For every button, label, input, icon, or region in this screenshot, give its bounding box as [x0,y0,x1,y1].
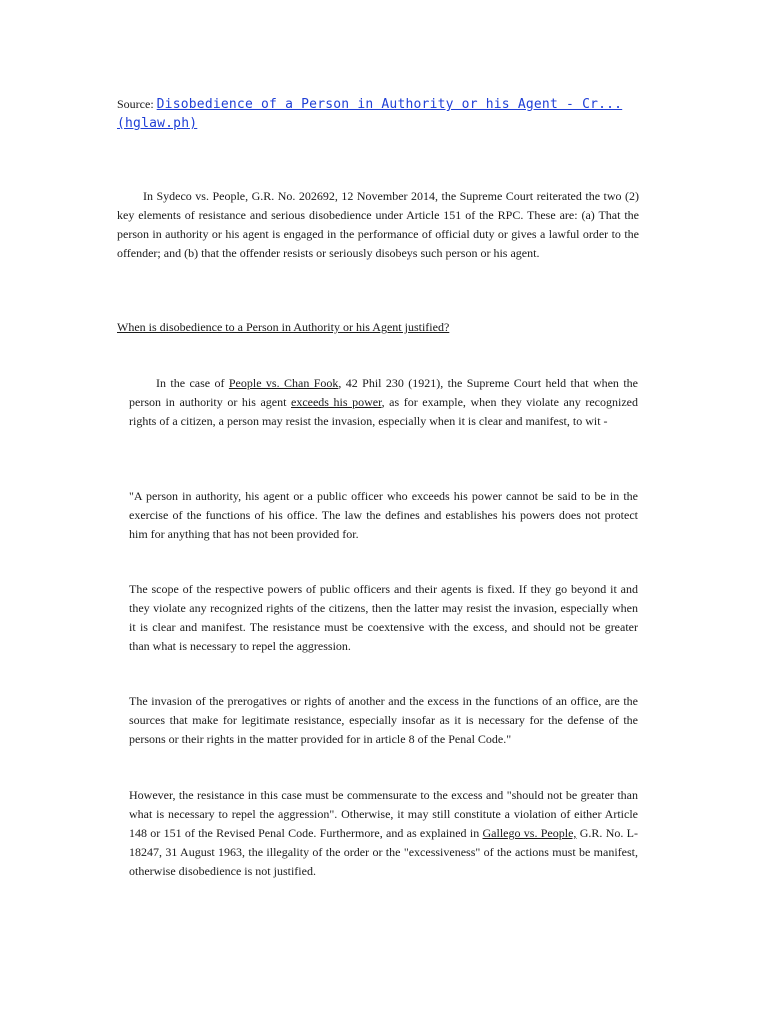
p2-text-1: In the case of [156,376,229,390]
intro-paragraph: In Sydeco vs. People, G.R. No. 202692, 12 November 2014, the Supreme Court reiterated the two (2) key elements of resistance and serious disobedience under Article 151 of the RPC. These are: (a) That the person in authority or his agent is engaged in the performance of official duty or gives a lawful order to the offender; and (b) that the offender resists or seriously disobeys such person or his agent. [117,189,639,260]
p2-text-3: , as for example, when they violate any recognized rights of a citizen, a person may resist the invasion, especially when it is clear and manifest, to wit - [129,395,638,428]
final-text-2: G.R. No. L-18247, 31 August 1963, the illegality of the order or the "excessiveness" of the actions must be manifest, otherwise disobedience is not justified. [129,826,638,878]
case-reference-chan-fook: People vs. Chan Fook [228,376,339,390]
case-reference-gallego: Gallego vs. People, [482,826,577,840]
quote-paragraph-1: "A person in authority, his agent or a public officer who exceeds his power cannot be said to be in the exercise of the functions of his office. The law the defines and establishes his powers does not protect him for anything that has not been provided for. [129,489,638,541]
source-link[interactable] [117,97,622,131]
source-label: Source: [117,97,157,111]
source-line [117,95,637,133]
source-link-line1: Disobedience of a Person in Authority or his Agent - Cr... [156,97,623,112]
source-link-line2: (hglaw.ph) [117,116,198,131]
final-text-1: However, the resistance in this case must be commensurate to the excess and "should not be greater than what is necessary to repel the aggression". Otherwise, it may still constitute a violation of either Article 148 or 151 of the Revised Penal Code. Furthermore, and as explained in [129,788,638,840]
p2-text-2: , 42 Phil 230 (1921), the Supreme Court held that when the person in authority or his agent [129,376,638,409]
final-paragraph [129,786,638,881]
quote-paragraph-2: The scope of the respective powers of public officers and their agents is fixed. If they go beyond it and they violate any recognized rights of the citizens, then the latter may resist the invasion, especially when it is clear and manifest. The resistance must be coextensive with the excess, and should not be greater than what is necessary to repel the aggression. [129,582,638,653]
quote-paragraph-3: The invasion of the prerogatives or rights of another and the excess in the functions of an office, are the sources that make for legitimate resistance, especially insofar as it is necessary for the defense of the persons or their rights in the matter provided for in article 8 of the Penal Code." [129,694,638,746]
chan-fook-paragraph [129,374,638,431]
exceeds-power-emphasis: exceeds his power [291,395,382,409]
section-heading: When is disobedience to a Person in Authority or his Agent justified? [117,320,450,334]
